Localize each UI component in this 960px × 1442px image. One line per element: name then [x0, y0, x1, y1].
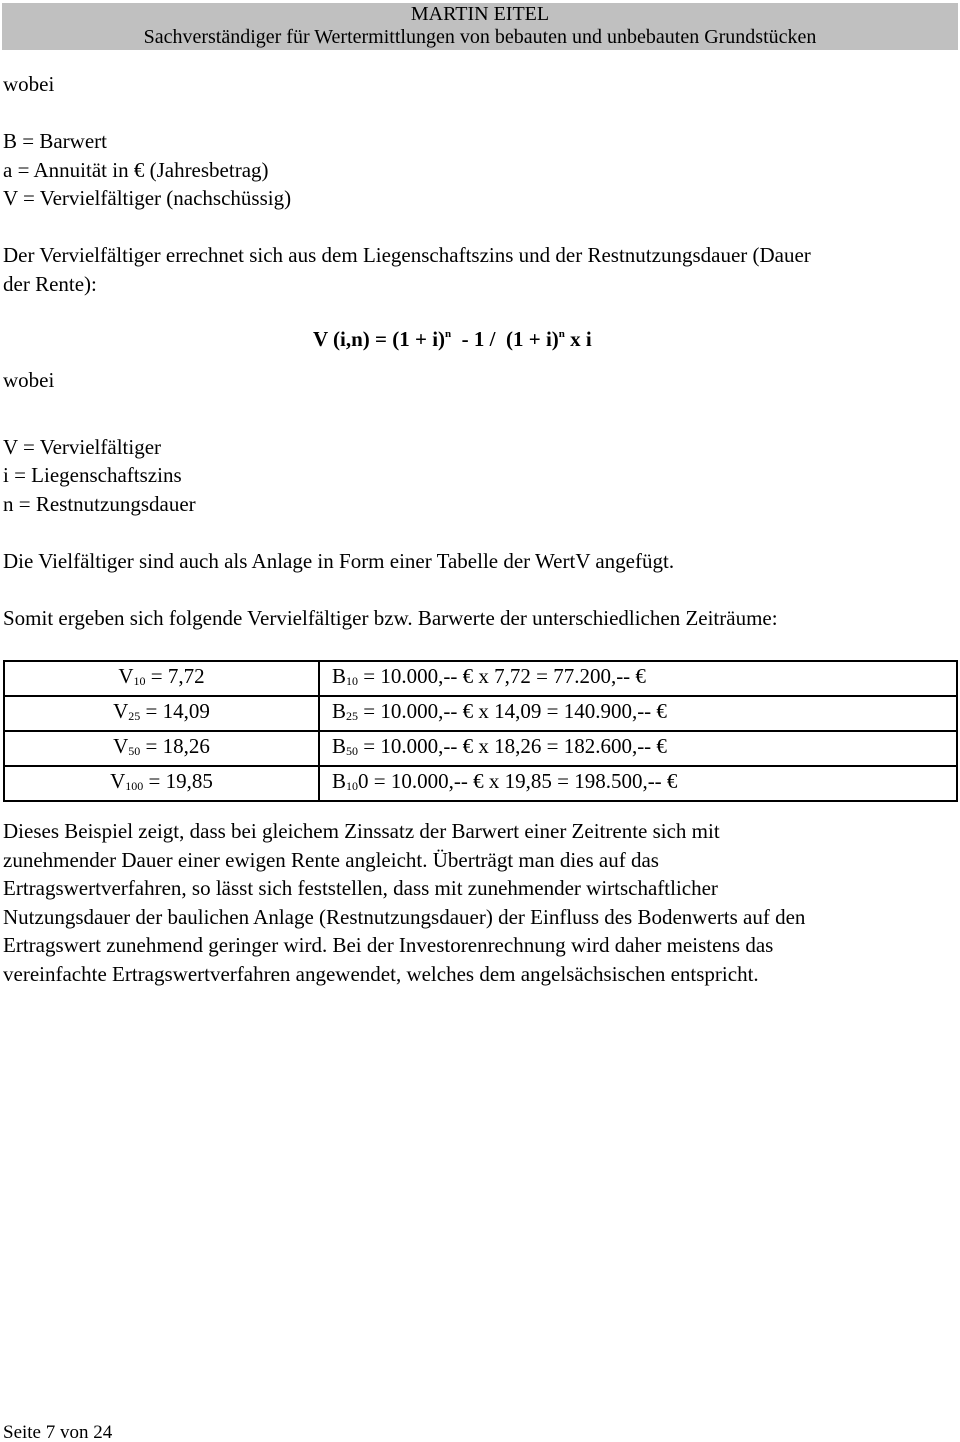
cell-subscript: 25	[128, 709, 141, 723]
formula-part: - 1 / (1 + i)	[451, 327, 559, 351]
cell-text: = 18,26	[140, 734, 210, 758]
cell-text: B	[332, 664, 347, 688]
multiplier-cell	[4, 766, 319, 801]
multiplier-cell	[4, 696, 319, 731]
cell-text: = 7,72	[145, 664, 205, 688]
definition-line: a = Annuität in € (Jahresbetrag)	[3, 158, 269, 182]
page-number: Seite 7 von 24	[3, 1422, 113, 1442]
table-row	[4, 696, 957, 731]
table-row	[4, 731, 957, 766]
table-row	[4, 661, 957, 696]
definition-line: V = Vervielfältiger	[3, 435, 162, 459]
cell-text: V	[118, 664, 134, 688]
cell-subscript: 10	[346, 779, 359, 793]
cell-subscript: 10	[346, 674, 359, 688]
conclusion-paragraph	[3, 817, 953, 989]
formula	[313, 327, 592, 352]
definition-line: V = Vervielfältiger (nachschüssig)	[3, 186, 292, 210]
note-text: Somit ergeben sich folgende Vervielfältiger bzw. Barwerte der unterschiedlichen Zeiträume:	[3, 606, 778, 630]
formula-part: V (i,n) = (1 + i)	[313, 327, 446, 351]
definition-line: B = Barwert	[3, 129, 107, 153]
wobei-label: wobei	[3, 368, 55, 392]
paragraph-line: Ertragswertverfahren, so lässt sich feststellen, dass mit zunehmender wirtschaftlicher	[3, 876, 718, 901]
intro-line: der Rente):	[3, 272, 97, 296]
values-table	[3, 660, 958, 802]
table-row	[4, 766, 957, 801]
definition-line: i = Liegenschaftszins	[3, 463, 182, 487]
header-subtitle: Sachverständiger für Wertermittlungen von bebauten und unbebauten Grundstücken	[143, 26, 817, 48]
cell-text: V	[113, 734, 129, 758]
paragraph-line: zunehmender Dauer einer ewigen Rente angleicht. Überträgt man dies auf das	[3, 847, 659, 872]
cell-text: = 19,85	[143, 769, 213, 793]
cell-subscript: 25	[346, 709, 359, 723]
paragraph-line: Nutzungsdauer der baulichen Anlage (Restnutzungsdauer) der Einfluss des Bodenwerts auf den	[3, 904, 806, 929]
cell-text: = 14,09	[140, 699, 210, 723]
cell-subscript: 100	[125, 779, 144, 793]
intro-line: Der Vervielfältiger errechnet sich aus dem Liegenschaftszins und der Restnutzungsdauer (Dauer	[3, 243, 811, 267]
paragraph-line: Dieses Beispiel zeigt, dass bei gleichem Zinssatz der Barwert einer Zeitrente sich mit	[3, 819, 720, 843]
cell-text: = 10.000,-- € x 18,26 = 182.600,-- €	[358, 734, 667, 758]
paragraph-line: Ertragswert zunehmend geringer wird. Bei der Investorenrechnung wird daher meistens das	[3, 933, 774, 958]
present-value-cell	[319, 696, 957, 731]
cell-text: = 10.000,-- € x 14,09 = 140.900,-- €	[358, 699, 667, 723]
multiplier-cell	[4, 661, 319, 696]
header-name: MARTIN EITEL	[410, 3, 550, 25]
cell-text: 0 = 10.000,-- € x 19,85 = 198.500,-- €	[358, 769, 678, 793]
cell-subscript: 10	[133, 674, 146, 688]
cell-text: B	[332, 769, 347, 793]
cell-text: V	[113, 699, 129, 723]
cell-text: V	[110, 769, 126, 793]
cell-text: B	[332, 699, 347, 723]
present-value-cell	[319, 766, 957, 801]
formula-exponent: n	[445, 328, 452, 340]
cell-text: B	[332, 734, 347, 758]
cell-subscript: 50	[128, 744, 141, 758]
cell-text: = 10.000,-- € x 7,72 = 77.200,-- €	[358, 664, 646, 688]
page-header	[2, 3, 958, 50]
formula-part: x i	[564, 327, 592, 351]
multiplier-cell	[4, 731, 319, 766]
cell-subscript: 50	[346, 744, 359, 758]
present-value-cell	[319, 731, 957, 766]
note-text: Die Vielfältiger sind auch als Anlage in Form einer Tabelle der WertV angefügt.	[3, 549, 675, 573]
wobei-label: wobei	[3, 72, 55, 96]
paragraph-line: vereinfachte Ertragswertverfahren angewendet, welches dem angelsächsischen entspricht.	[3, 961, 759, 986]
present-value-cell	[319, 661, 957, 696]
definition-line: n = Restnutzungsdauer	[3, 492, 196, 516]
formula-exponent: n	[558, 328, 565, 340]
